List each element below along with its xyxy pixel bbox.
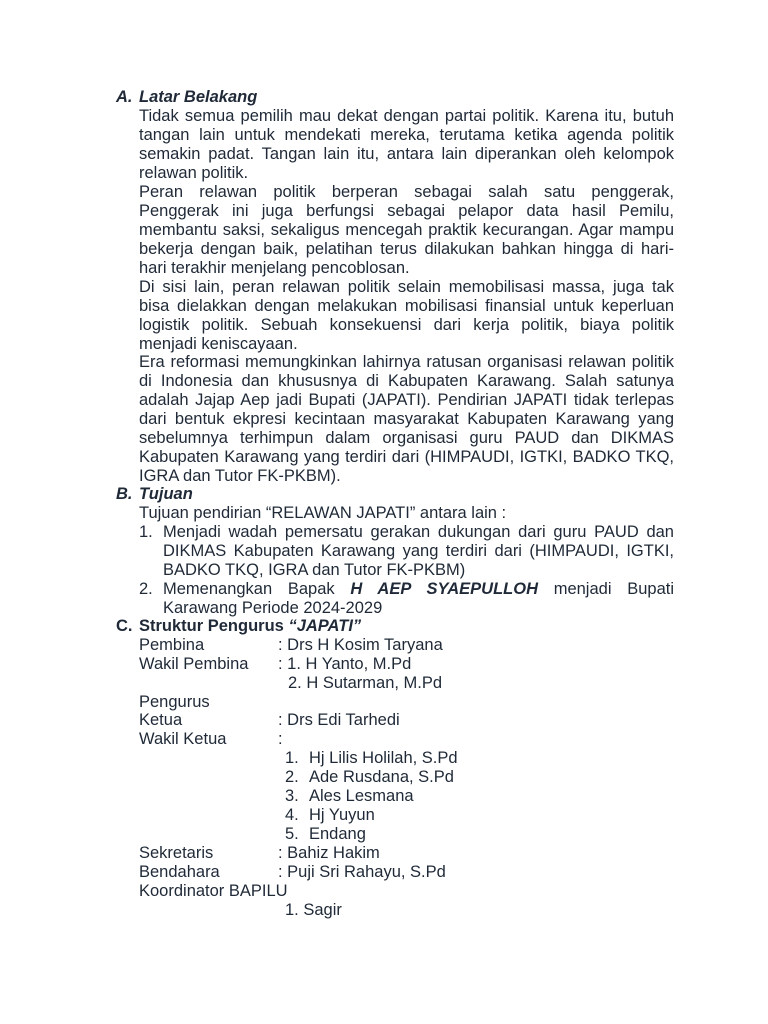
wakil-ketua-name: Hj Lilis Holilah, S.Pd [309, 749, 458, 767]
list-text: Menjadi wadah pemersatu gerakan dukungan dari guru PAUD dan DIKMAS Kabupaten Karawang yang terdiri dari (HIMPAUDI, IGTKI, BADKO TKQ, IGRA dan Tutor FK-PKBM) [163, 523, 674, 579]
section-a-title: Latar Belakang [139, 88, 258, 106]
paragraph-a1: Tidak semua pemilih mau dekat dengan partai politik. Karena itu, butuh tangan lain untuk mendekati mereka, terutama ketika agenda politik semakin padat. Tangan lain itu, antara lain diperankan oleh kelompok relawan politik. [139, 107, 674, 182]
tujuan-intro: Tujuan pendirian “RELAWAN JAPATI” antara lain : [139, 504, 507, 522]
pengurus-label: Pengurus [139, 693, 210, 711]
paragraph-a4: Era reformasi memungkinkan lahirnya ratusan organisasi relawan politik di Indonesia dan khususnya di Kabupaten Karawang. Salah satunya adalah Jajap Aep jadi Bupati (JAPATI). Pendirian JAPATI tidak terlepas dari bentuk ekpresi kecintaan masyarakat Kabupaten Karawang yang sebelumnya terhimpun dalam organisasi guru PAUD dan DIKMAS Kabupaten Karawang yang terdiri dari (HIMPAUDI, IGTKI, BADKO TKQ, IGRA dan Tutor FK-PKBM). [139, 353, 674, 485]
list-item [139, 580, 674, 618]
koordinator-label: Koordinator BAPILU [139, 882, 288, 900]
list-item [285, 768, 454, 787]
wakil-pembina-label: Wakil Pembina [139, 655, 249, 673]
list-item [285, 806, 375, 825]
paragraph-a3: Di sisi lain, peran relawan politik selain memobilisasi massa, juga tak bisa dielakkan dengan melakukan mobilisasi finansial untuk keperluan logistik politik. Sebuah konsekuensi dari kerja politik, biaya politik menjadi keniscayaan. [139, 278, 674, 353]
wakil-ketua-colon: : [278, 730, 283, 748]
sekretaris-label: Sekretaris [139, 844, 214, 862]
list-item [285, 749, 458, 768]
list-number: 4. [285, 806, 299, 824]
section-c-title-italic: “JAPATI” [288, 617, 362, 635]
candidate-name: H AEP SYAEPULLOH [350, 580, 538, 598]
sekretaris-value: : Bahiz Hakim [278, 844, 380, 862]
list-item [139, 523, 674, 580]
list-item [285, 825, 366, 844]
pembina-label: Pembina [139, 636, 205, 654]
tujuan-list [139, 523, 674, 618]
section-a-letter: A. [116, 88, 133, 106]
list-number: 1. [139, 523, 153, 541]
section-b-title: Tujuan [139, 485, 193, 503]
koordinator-1: 1. Sagir [285, 901, 342, 919]
paragraph-a2: Peran relawan politik berperan sebagai salah satu penggerak, Penggerak ini juga berfungsi sebagai pelapor data hasil Pemilu, membantu saksi, sekaligus mencegah praktik kecurangan. Agar mampu bekerja dengan baik, pelatihan terus dilakukan bahkan hingga di hari-hari terakhir menjelang pencoblosan. [139, 183, 674, 277]
wakil-ketua-name: Ales Lesmana [309, 787, 414, 805]
wakil-pembina-1: : 1. H Yanto, M.Pd [278, 655, 412, 673]
section-c-heading [116, 617, 361, 636]
pembina-value: : Drs H Kosim Taryana [278, 636, 443, 654]
list-text-post: menjadi Bupati Karawang Periode 2024-2029 [163, 580, 674, 617]
wakil-pembina-2: 2. H Sutarman, M.Pd [288, 674, 443, 692]
list-item [285, 787, 414, 806]
bendahara-label: Bendahara [139, 863, 220, 881]
section-a-heading [116, 88, 257, 107]
wakil-ketua-name: Ade Rusdana, S.Pd [309, 768, 454, 786]
wakil-ketua-label: Wakil Ketua [139, 730, 227, 748]
list-number: 2. [285, 768, 299, 786]
ketua-value: : Drs Edi Tarhedi [278, 711, 400, 729]
list-number: 2. [139, 580, 153, 598]
list-number: 5. [285, 825, 299, 843]
section-c-letter: C. [116, 617, 133, 635]
wakil-ketua-name: Endang [309, 825, 366, 843]
section-b-heading [116, 485, 193, 504]
section-c-title: Struktur Pengurus [139, 617, 289, 635]
bendahara-value: : Puji Sri Rahayu, S.Pd [278, 863, 446, 881]
list-number: 1. [285, 749, 299, 767]
list-number: 3. [285, 787, 299, 805]
ketua-label: Ketua [139, 711, 183, 729]
list-text-pre: Memenangkan Bapak [163, 580, 351, 598]
section-b-letter: B. [116, 485, 133, 503]
wakil-ketua-name: Hj Yuyun [309, 806, 375, 824]
